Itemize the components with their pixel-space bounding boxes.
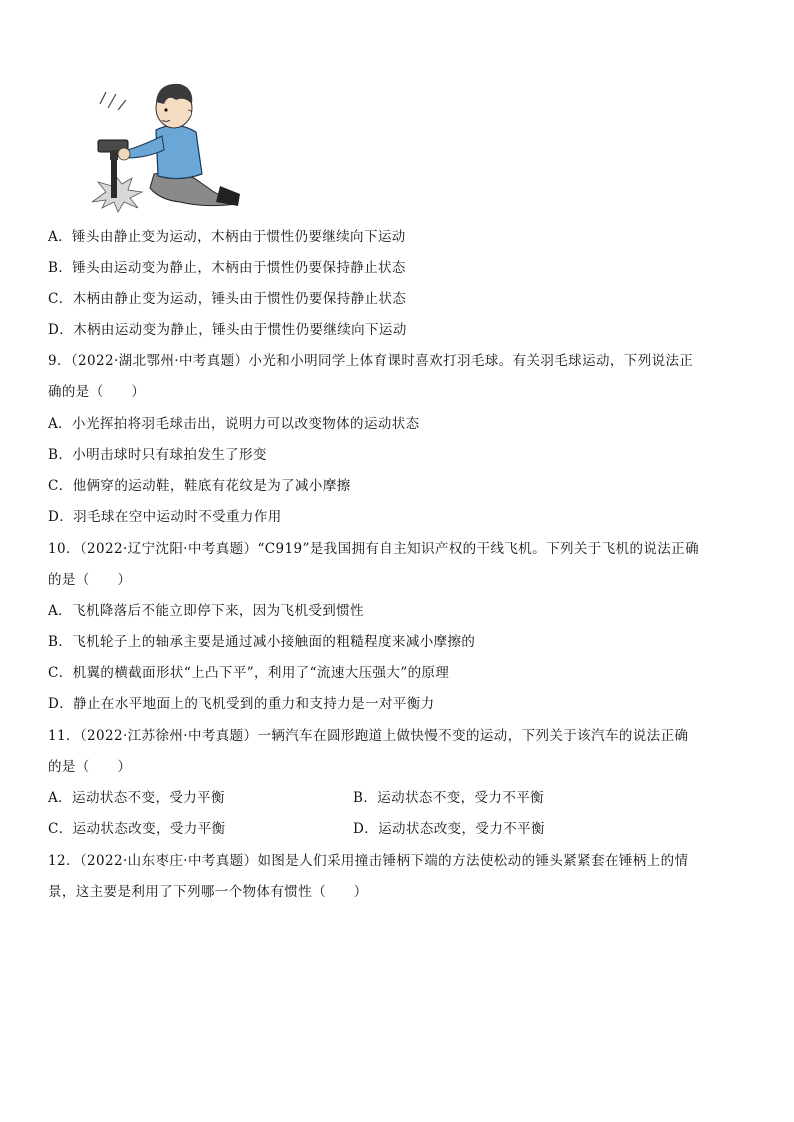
q10-option-c: C．机翼的横截面形状“上凸下平”，利用了“流速大压强大”的原理 <box>48 665 450 681</box>
q10-stem-line2: 的是（ ） <box>48 572 132 588</box>
q11-option-a: A．运动状态不变，受力平衡 <box>48 790 225 806</box>
q9-stem-line1: 9．（2022·湖北鄂州·中考真题）小光和小明同学上体育课时喜欢打羽毛球。有关羽毛球运动，下列说法正 <box>48 353 694 369</box>
q8-option-d: D．木柄由运动变为静止，锤头由于惯性仍要继续向下运动 <box>48 322 407 338</box>
q11-stem-line2: 的是（ ） <box>48 759 132 775</box>
q9-option-d: D．羽毛球在空中运动时不受重力作用 <box>48 509 282 525</box>
q11-stem-line1: 11．（2022·江苏徐州·中考真题）一辆汽车在圆形跑道上做快慢不变的运动，下列关于该汽车的说法正确 <box>48 728 689 744</box>
q11-option-c: C．运动状态改变，受力平衡 <box>48 821 226 837</box>
q9-stem-line2: 确的是（ ） <box>48 384 146 400</box>
q9-option-a: A．小光挥拍将羽毛球击出，说明力可以改变物体的运动状态 <box>48 416 420 432</box>
q8-option-a: A．锤头由静止变为运动，木柄由于惯性仍要继续向下运动 <box>48 229 406 245</box>
q10-option-b: B．飞机轮子上的轴承主要是通过减小接触面的粗糙程度来减小摩擦的 <box>48 634 476 650</box>
q10-option-d: D．静止在水平地面上的飞机受到的重力和支持力是一对平衡力 <box>48 696 435 712</box>
q10-stem-line1: 10．（2022·辽宁沈阳·中考真题）“C919”是我国拥有自主知识产权的干线飞机。下列关于飞机的说法正确 <box>48 541 699 557</box>
man-hammering-icon <box>84 74 244 214</box>
q12-stem-line1: 12．（2022·山东枣庄·中考真题）如图是人们采用撞击锤柄下端的方法使松动的锤头紧紧套在锤柄上的情 <box>48 853 689 869</box>
q11-option-b: B．运动状态不变，受力不平衡 <box>353 790 545 806</box>
q9-option-c: C．他俩穿的运动鞋，鞋底有花纹是为了减小摩擦 <box>48 478 351 494</box>
q10-option-a: A．飞机降落后不能立即停下来，因为飞机受到惯性 <box>48 603 364 619</box>
q8-option-c: C．木柄由静止变为运动，锤头由于惯性仍要保持静止状态 <box>48 291 407 307</box>
q12-stem-line2: 景，这主要是利用了下列哪一个物体有惯性（ ） <box>48 884 368 900</box>
q11-option-d: D．运动状态改变，受力不平衡 <box>353 821 545 837</box>
q9-option-b: B．小明击球时只有球拍发生了形变 <box>48 447 267 463</box>
q8-option-b: B．锤头由运动变为静止，木柄由于惯性仍要保持静止状态 <box>48 260 406 276</box>
